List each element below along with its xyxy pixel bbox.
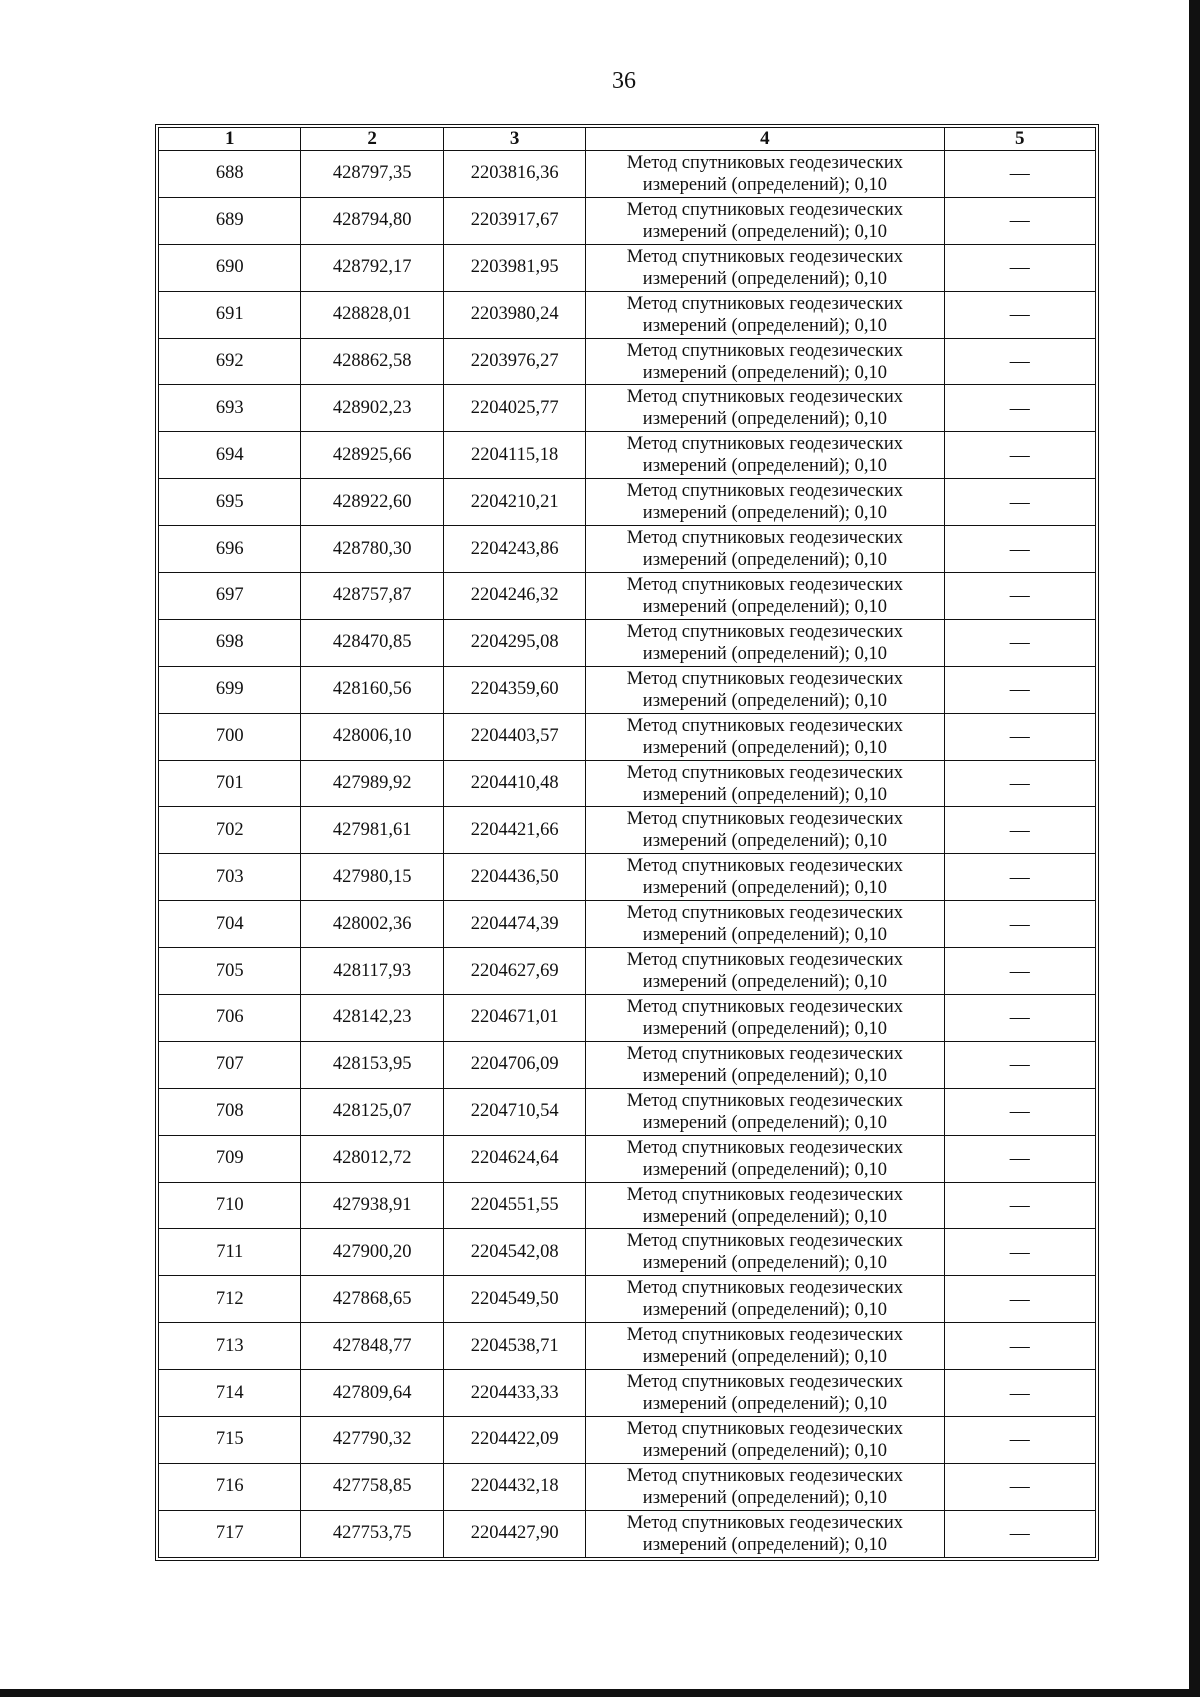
x-coordinate-cell: 428862,58 [301, 338, 443, 385]
x-coordinate-cell: 427790,32 [301, 1417, 443, 1464]
point-number-cell: 695 [159, 479, 301, 526]
method-cell [586, 244, 944, 291]
column-header-5: 5 [944, 128, 1096, 151]
method-line-1: Метод спутниковых геодезических [626, 1137, 904, 1158]
table-row [159, 901, 1096, 948]
method-cell [586, 432, 944, 479]
x-coordinate-cell: 428792,17 [301, 244, 443, 291]
table-row [159, 619, 1096, 666]
method-line-2: измерений (определений); 0,10 [642, 1206, 888, 1227]
table-row [159, 1463, 1096, 1510]
method-cell [586, 713, 944, 760]
method-line-1: Метод спутниковых геодезических [626, 715, 904, 736]
point-number-cell: 690 [159, 244, 301, 291]
column-header-4: 4 [586, 128, 944, 151]
method-line-2: измерений (определений); 0,10 [642, 550, 888, 571]
method-line-1: Метод спутниковых геодезических [626, 668, 904, 689]
method-cell [586, 1510, 944, 1557]
note-cell: — [944, 291, 1096, 338]
point-number-cell: 708 [159, 1088, 301, 1135]
y-coordinate-cell: 2204246,32 [443, 573, 585, 620]
x-coordinate-cell: 428925,66 [301, 432, 443, 479]
method-line-1: Метод спутниковых геодезических [626, 1418, 904, 1439]
note-cell: — [944, 901, 1096, 948]
method-cell [586, 760, 944, 807]
note-cell: — [944, 760, 1096, 807]
method-line-2: измерений (определений); 0,10 [642, 503, 888, 524]
method-line-2: измерений (определений); 0,10 [642, 456, 888, 477]
method-line-1: Метод спутниковых геодезических [626, 903, 904, 924]
point-number-cell: 715 [159, 1417, 301, 1464]
method-line-2: измерений (определений); 0,10 [642, 1159, 888, 1180]
method-cell [586, 291, 944, 338]
column-header-1: 1 [159, 128, 301, 151]
method-line-2: измерений (определений); 0,10 [642, 972, 888, 993]
method-cell [586, 151, 944, 198]
note-cell: — [944, 151, 1096, 198]
y-coordinate-cell: 2204403,57 [443, 713, 585, 760]
y-coordinate-cell: 2204432,18 [443, 1463, 585, 1510]
note-cell: — [944, 1229, 1096, 1276]
method-line-1: Метод спутниковых геодезических [626, 1090, 904, 1111]
note-cell: — [944, 197, 1096, 244]
point-number-cell: 713 [159, 1323, 301, 1370]
scan-edge-right [1189, 0, 1200, 1697]
note-cell: — [944, 1135, 1096, 1182]
method-line-1: Метод спутниковых геодезических [626, 1231, 904, 1252]
method-line-1: Метод спутниковых геодезических [626, 621, 904, 642]
method-line-2: измерений (определений); 0,10 [642, 690, 888, 711]
note-cell: — [944, 432, 1096, 479]
method-line-1: Метод спутниковых геодезических [626, 246, 904, 267]
method-cell [586, 666, 944, 713]
method-cell [586, 1323, 944, 1370]
method-line-2: измерений (определений); 0,10 [642, 878, 888, 899]
point-number-cell: 700 [159, 713, 301, 760]
x-coordinate-cell: 428797,35 [301, 151, 443, 198]
method-line-1: Метод спутниковых геодезических [626, 996, 904, 1017]
note-cell: — [944, 385, 1096, 432]
point-number-cell: 705 [159, 948, 301, 995]
x-coordinate-cell: 428828,01 [301, 291, 443, 338]
y-coordinate-cell: 2204422,09 [443, 1417, 585, 1464]
method-line-1: Метод спутниковых геодезических [626, 528, 904, 549]
y-coordinate-cell: 2203981,95 [443, 244, 585, 291]
method-line-1: Метод спутниковых геодезических [626, 293, 904, 314]
point-number-cell: 692 [159, 338, 301, 385]
coordinates-table [158, 127, 1096, 1558]
method-line-1: Метод спутниковых геодезических [626, 950, 904, 971]
note-cell: — [944, 1370, 1096, 1417]
x-coordinate-cell: 428757,87 [301, 573, 443, 620]
y-coordinate-cell: 2204243,86 [443, 526, 585, 573]
method-line-2: измерений (определений); 0,10 [642, 1018, 888, 1039]
method-line-1: Метод спутниковых геодезических [626, 762, 904, 783]
method-line-1: Метод спутниковых геодезических [626, 1512, 904, 1533]
point-number-cell: 717 [159, 1510, 301, 1557]
method-line-1: Метод спутниковых геодезических [626, 1325, 904, 1346]
point-number-cell: 701 [159, 760, 301, 807]
note-cell: — [944, 338, 1096, 385]
x-coordinate-cell: 427989,92 [301, 760, 443, 807]
point-number-cell: 711 [159, 1229, 301, 1276]
y-coordinate-cell: 2204025,77 [443, 385, 585, 432]
y-coordinate-cell: 2204542,08 [443, 1229, 585, 1276]
x-coordinate-cell: 428160,56 [301, 666, 443, 713]
method-cell [586, 1135, 944, 1182]
method-cell [586, 1229, 944, 1276]
x-coordinate-cell: 428780,30 [301, 526, 443, 573]
point-number-cell: 691 [159, 291, 301, 338]
scan-edge-bottom [0, 1689, 1200, 1697]
table-row [159, 760, 1096, 807]
method-cell [586, 1088, 944, 1135]
y-coordinate-cell: 2204551,55 [443, 1182, 585, 1229]
y-coordinate-cell: 2204627,69 [443, 948, 585, 995]
table-row [159, 573, 1096, 620]
method-cell [586, 1041, 944, 1088]
method-line-2: измерений (определений); 0,10 [642, 596, 888, 617]
x-coordinate-cell: 428794,80 [301, 197, 443, 244]
column-header-2: 2 [301, 128, 443, 151]
y-coordinate-cell: 2204624,64 [443, 1135, 585, 1182]
method-line-1: Метод спутниковых геодезических [626, 1465, 904, 1486]
note-cell: — [944, 854, 1096, 901]
x-coordinate-cell: 428006,10 [301, 713, 443, 760]
method-line-2: измерений (определений); 0,10 [642, 1112, 888, 1133]
y-coordinate-cell: 2204427,90 [443, 1510, 585, 1557]
note-cell: — [944, 666, 1096, 713]
method-line-2: измерений (определений); 0,10 [642, 1347, 888, 1368]
method-cell [586, 197, 944, 244]
point-number-cell: 693 [159, 385, 301, 432]
x-coordinate-cell: 427868,65 [301, 1276, 443, 1323]
y-coordinate-cell: 2203917,67 [443, 197, 585, 244]
note-cell: — [944, 1510, 1096, 1557]
method-line-2: измерений (определений); 0,10 [642, 1065, 888, 1086]
y-coordinate-cell: 2204115,18 [443, 432, 585, 479]
table-row [159, 666, 1096, 713]
method-line-1: Метод спутниковых геодезических [626, 199, 904, 220]
table-row [159, 1041, 1096, 1088]
note-cell: — [944, 995, 1096, 1042]
method-line-2: измерений (определений); 0,10 [642, 1300, 888, 1321]
table-row [159, 244, 1096, 291]
note-cell: — [944, 1041, 1096, 1088]
point-number-cell: 714 [159, 1370, 301, 1417]
table-row [159, 995, 1096, 1042]
note-cell: — [944, 1088, 1096, 1135]
note-cell: — [944, 713, 1096, 760]
table-row [159, 338, 1096, 385]
table-row [159, 1417, 1096, 1464]
method-line-1: Метод спутниковых геодезических [626, 1043, 904, 1064]
method-line-2: измерений (определений); 0,10 [642, 643, 888, 664]
method-line-2: измерений (определений); 0,10 [642, 315, 888, 336]
x-coordinate-cell: 427848,77 [301, 1323, 443, 1370]
table-row [159, 1182, 1096, 1229]
y-coordinate-cell: 2204436,50 [443, 854, 585, 901]
x-coordinate-cell: 427809,64 [301, 1370, 443, 1417]
point-number-cell: 704 [159, 901, 301, 948]
table-row [159, 1510, 1096, 1557]
point-number-cell: 696 [159, 526, 301, 573]
note-cell: — [944, 807, 1096, 854]
method-line-1: Метод спутниковых геодезических [626, 809, 904, 830]
y-coordinate-cell: 2204359,60 [443, 666, 585, 713]
page-number: 36 [612, 68, 636, 94]
table-row [159, 1370, 1096, 1417]
note-cell: — [944, 1417, 1096, 1464]
y-coordinate-cell: 2204421,66 [443, 807, 585, 854]
y-coordinate-cell: 2204433,33 [443, 1370, 585, 1417]
point-number-cell: 697 [159, 573, 301, 620]
x-coordinate-cell: 428153,95 [301, 1041, 443, 1088]
x-coordinate-cell: 428125,07 [301, 1088, 443, 1135]
x-coordinate-cell: 428922,60 [301, 479, 443, 526]
point-number-cell: 710 [159, 1182, 301, 1229]
method-line-2: измерений (определений); 0,10 [642, 1253, 888, 1274]
method-cell [586, 901, 944, 948]
method-line-2: измерений (определений); 0,10 [642, 831, 888, 852]
method-cell [586, 1417, 944, 1464]
x-coordinate-cell: 428142,23 [301, 995, 443, 1042]
method-line-1: Метод спутниковых геодезических [626, 1278, 904, 1299]
table-row [159, 385, 1096, 432]
point-number-cell: 702 [159, 807, 301, 854]
x-coordinate-cell: 427938,91 [301, 1182, 443, 1229]
table-row [159, 807, 1096, 854]
method-line-2: измерений (определений); 0,10 [642, 409, 888, 430]
method-line-2: измерений (определений); 0,10 [642, 925, 888, 946]
note-cell: — [944, 619, 1096, 666]
table-row [159, 1135, 1096, 1182]
table-row [159, 1323, 1096, 1370]
method-line-1: Метод спутниковых геодезических [626, 387, 904, 408]
y-coordinate-cell: 2204706,09 [443, 1041, 585, 1088]
method-line-2: измерений (определений); 0,10 [642, 784, 888, 805]
x-coordinate-cell: 428117,93 [301, 948, 443, 995]
method-cell [586, 948, 944, 995]
x-coordinate-cell: 427758,85 [301, 1463, 443, 1510]
note-cell: — [944, 1323, 1096, 1370]
table-row [159, 197, 1096, 244]
x-coordinate-cell: 427981,61 [301, 807, 443, 854]
x-coordinate-cell: 428902,23 [301, 385, 443, 432]
table-header-row [159, 128, 1096, 151]
table-row [159, 1229, 1096, 1276]
point-number-cell: 706 [159, 995, 301, 1042]
table-row [159, 526, 1096, 573]
method-cell [586, 1276, 944, 1323]
note-cell: — [944, 244, 1096, 291]
method-cell [586, 1370, 944, 1417]
table-row [159, 713, 1096, 760]
y-coordinate-cell: 2204671,01 [443, 995, 585, 1042]
method-cell [586, 619, 944, 666]
point-number-cell: 716 [159, 1463, 301, 1510]
note-cell: — [944, 1182, 1096, 1229]
point-number-cell: 703 [159, 854, 301, 901]
method-line-1: Метод спутниковых геодезических [626, 1184, 904, 1205]
column-header-3: 3 [443, 128, 585, 151]
method-cell [586, 854, 944, 901]
x-coordinate-cell: 428470,85 [301, 619, 443, 666]
method-cell [586, 338, 944, 385]
y-coordinate-cell: 2204210,21 [443, 479, 585, 526]
table-row [159, 1088, 1096, 1135]
y-coordinate-cell: 2203976,27 [443, 338, 585, 385]
x-coordinate-cell: 428012,72 [301, 1135, 443, 1182]
method-cell [586, 807, 944, 854]
method-line-2: измерений (определений); 0,10 [642, 362, 888, 383]
y-coordinate-cell: 2203816,36 [443, 151, 585, 198]
method-line-1: Метод спутниковых геодезических [626, 152, 904, 173]
point-number-cell: 709 [159, 1135, 301, 1182]
x-coordinate-cell: 427900,20 [301, 1229, 443, 1276]
method-line-1: Метод спутниковых геодезических [626, 481, 904, 502]
note-cell: — [944, 948, 1096, 995]
point-number-cell: 688 [159, 151, 301, 198]
note-cell: — [944, 1463, 1096, 1510]
x-coordinate-cell: 427753,75 [301, 1510, 443, 1557]
method-line-1: Метод спутниковых геодезических [626, 340, 904, 361]
method-line-2: измерений (определений); 0,10 [642, 174, 888, 195]
method-cell [586, 526, 944, 573]
y-coordinate-cell: 2204410,48 [443, 760, 585, 807]
note-cell: — [944, 479, 1096, 526]
method-line-1: Метод спутниковых геодезических [626, 434, 904, 455]
method-line-2: измерений (определений); 0,10 [642, 1534, 888, 1555]
method-cell [586, 1182, 944, 1229]
point-number-cell: 698 [159, 619, 301, 666]
method-line-2: измерений (определений); 0,10 [642, 1440, 888, 1461]
method-line-2: измерений (определений); 0,10 [642, 268, 888, 289]
method-cell [586, 1463, 944, 1510]
y-coordinate-cell: 2203980,24 [443, 291, 585, 338]
method-line-2: измерений (определений); 0,10 [642, 737, 888, 758]
x-coordinate-cell: 427980,15 [301, 854, 443, 901]
method-cell [586, 573, 944, 620]
table-row [159, 948, 1096, 995]
point-number-cell: 699 [159, 666, 301, 713]
table-row [159, 854, 1096, 901]
method-cell [586, 995, 944, 1042]
method-line-1: Метод спутниковых геодезических [626, 574, 904, 595]
table-row [159, 151, 1096, 198]
point-number-cell: 689 [159, 197, 301, 244]
table-row [159, 291, 1096, 338]
point-number-cell: 694 [159, 432, 301, 479]
y-coordinate-cell: 2204295,08 [443, 619, 585, 666]
point-number-cell: 707 [159, 1041, 301, 1088]
note-cell: — [944, 573, 1096, 620]
table-row [159, 432, 1096, 479]
method-line-1: Метод спутниковых геодезических [626, 856, 904, 877]
method-line-2: измерений (определений); 0,10 [642, 1394, 888, 1415]
method-cell [586, 385, 944, 432]
method-line-2: измерений (определений); 0,10 [642, 221, 888, 242]
method-line-2: измерений (определений); 0,10 [642, 1487, 888, 1508]
note-cell: — [944, 526, 1096, 573]
method-cell [586, 479, 944, 526]
y-coordinate-cell: 2204474,39 [443, 901, 585, 948]
y-coordinate-cell: 2204538,71 [443, 1323, 585, 1370]
method-line-1: Метод спутниковых геодезических [626, 1372, 904, 1393]
x-coordinate-cell: 428002,36 [301, 901, 443, 948]
table-row [159, 479, 1096, 526]
table-body [159, 151, 1096, 1558]
table-row [159, 1276, 1096, 1323]
y-coordinate-cell: 2204549,50 [443, 1276, 585, 1323]
point-number-cell: 712 [159, 1276, 301, 1323]
coordinates-table-frame [155, 124, 1099, 1561]
note-cell: — [944, 1276, 1096, 1323]
y-coordinate-cell: 2204710,54 [443, 1088, 585, 1135]
